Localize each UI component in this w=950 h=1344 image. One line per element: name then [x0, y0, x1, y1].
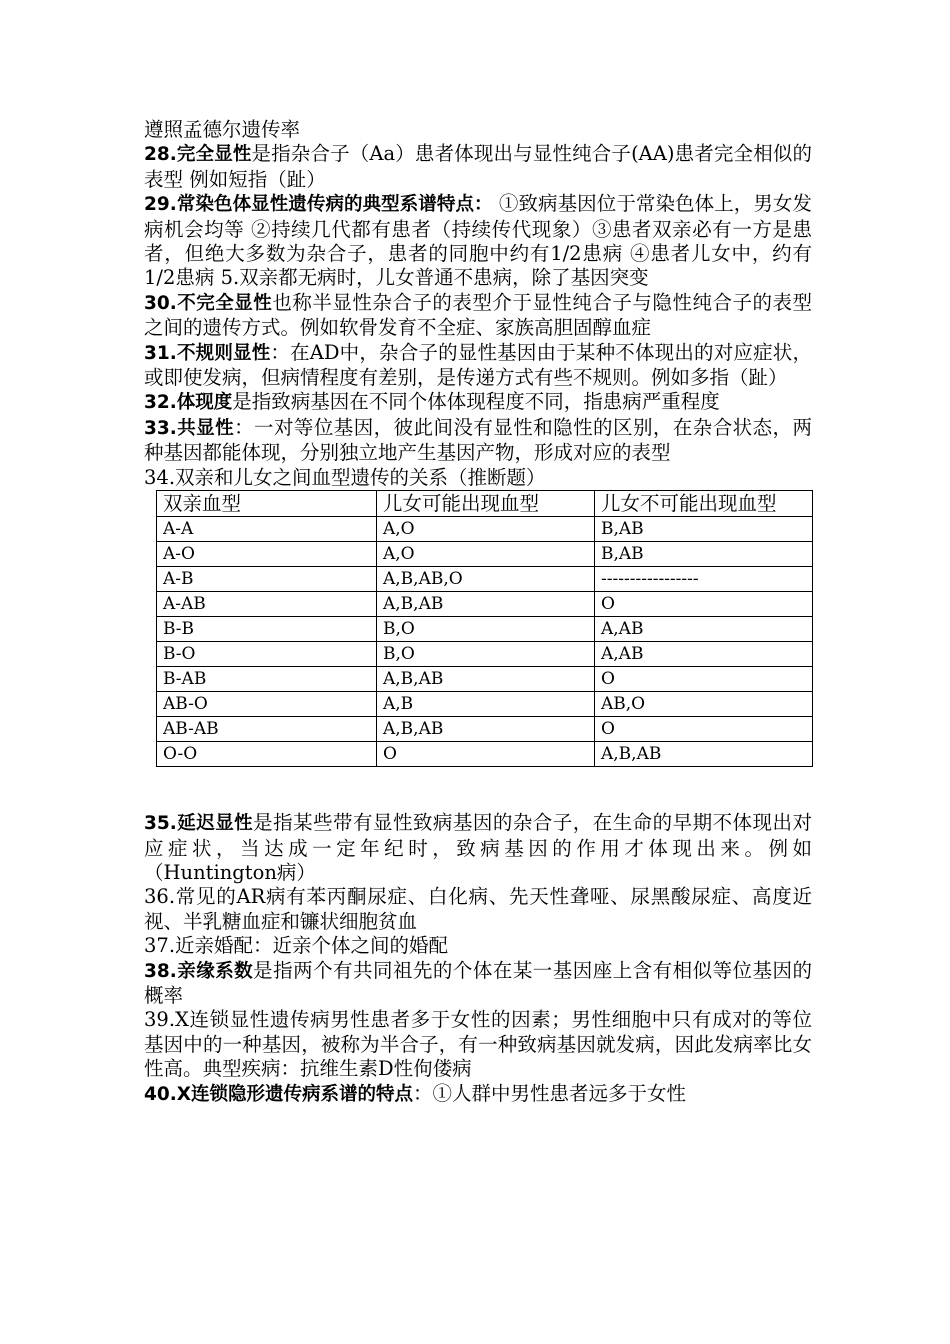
paragraphs-bottom — [144, 811, 812, 1107]
table-cell: A,O — [377, 517, 595, 542]
paragraph-31: 31.不规则显性：在AD中，杂合子的显性基因由于某种不体现出的对应症状，或即使发病，但病情程度有差别，是传递方式有些不规则。例如多指（趾） — [144, 340, 812, 390]
table-row — [157, 592, 813, 617]
table-cell: A-A — [157, 517, 377, 542]
term-ad-pedigree-features: 29.常染色体显性遗传病的典型系谱特点： — [144, 194, 493, 216]
table-cell: B-AB — [157, 667, 377, 692]
document-page — [144, 118, 812, 1107]
table-cell: AB,O — [595, 692, 813, 717]
table-row — [157, 542, 813, 567]
table-cell: A,B,AB — [377, 592, 595, 617]
table-row — [157, 642, 813, 667]
table-cell: A-AB — [157, 592, 377, 617]
term-xr-pedigree-features: 40.X连锁隐形遗传病系谱的特点 — [144, 1083, 414, 1105]
table-cell: A,B,AB — [377, 667, 595, 692]
paragraph-40: 40.X连锁隐形遗传病系谱的特点：①人群中男性患者远多于女性 — [144, 1081, 687, 1105]
term-delayed-dominance: 35.延迟显性 — [144, 813, 254, 835]
paragraph-37: 37.近亲婚配：近亲个体之间的婚配 — [144, 934, 449, 958]
table-cell: B,O — [377, 642, 595, 667]
table-row — [157, 692, 813, 717]
term-incomplete-dominance: 30.不完全显性 — [144, 292, 273, 314]
table-cell: O-O — [157, 742, 377, 767]
paragraph-38: 38.亲缘系数是指两个有共同祖先的个体在某一基因座上含有相似等位基因的概率 — [144, 958, 812, 1007]
table-cell: O — [595, 667, 813, 692]
table-cell: B-O — [157, 642, 377, 667]
table-row — [157, 517, 813, 542]
table-cell: AB-O — [157, 692, 377, 717]
table-cell: ----------------- — [595, 567, 813, 592]
table-cell: A,B,AB — [377, 717, 595, 742]
table-cell: A,B,AB,O — [377, 567, 595, 592]
paragraphs-top — [144, 118, 812, 490]
header-possible-child-types: 儿女可能出现血型 — [377, 491, 595, 517]
term-coefficient-of-relationship: 38.亲缘系数 — [144, 960, 254, 982]
table-cell: A,B,AB — [595, 742, 813, 767]
paragraph-33: 33.共显性：一对等位基因，彼此间没有显性和隐性的区别，在杂合状态，两种基因都能体现，分别独立地产生基因产物，形成对应的表型 — [144, 415, 812, 465]
table-cell: B,O — [377, 617, 595, 642]
table-cell: O — [595, 717, 813, 742]
paragraph-39: 39.X连锁显性遗传病男性患者多于女性的因素；男性细胞中只有成对的等位基因中的一种基因，被称为半合子，有一种致病基因就发病，因此发病率比女性高。典型疾病：抗维生素D性佝偻病 — [144, 1008, 812, 1081]
paragraph-27-tail: 遵照孟德尔遗传率 — [144, 118, 301, 141]
table-cell: AB-AB — [157, 717, 377, 742]
paragraph-36: 36.常见的AR病有苯丙酮尿症、白化病、先天性聋哑、尿黑酸尿症、高度近视、半乳糖血症和镰状细胞贫血 — [144, 885, 812, 933]
blood-type-table — [156, 490, 813, 767]
table-row — [157, 617, 813, 642]
table-cell: O — [377, 742, 595, 767]
paragraph-29: 29.常染色体显性遗传病的典型系谱特点： ①致病基因位于常染色体上，男女发病机会均等 ②持续几代都有患者（持续传代现象）③患者双亲必有一方是患者，但绝大多数为杂合子，患者的同胞中约有1/2患病 ④患者儿女中，约有1/2患病 5.双亲都无病时，儿女普通不患病，除了基因突变 — [144, 192, 812, 290]
paragraph-32: 32.体现度是指致病基因在不同个体体现程度不同，指患病严重程度 — [144, 390, 720, 414]
spacer — [144, 767, 812, 811]
blood-type-table-wrapper — [156, 490, 812, 767]
table-cell: B,AB — [595, 517, 813, 542]
table-header-row — [157, 491, 813, 517]
table-cell: A-O — [157, 542, 377, 567]
paragraph-35: 35.延迟显性是指某些带有显性致病基因的杂合子，在生命的早期不体现出对应症状，当达成一定年纪时，致病基因的作用才体现出来。例如（Huntington病） — [144, 811, 812, 884]
term-expressivity: 32.体现度 — [144, 392, 233, 414]
table-cell: B-B — [157, 617, 377, 642]
paragraph-34: 34.双亲和儿女之间血型遗传的关系（推断题） — [144, 465, 546, 489]
header-parent-blood-type: 双亲血型 — [157, 491, 377, 517]
table-row — [157, 567, 813, 592]
table-cell: O — [595, 592, 813, 617]
header-impossible-child-types: 儿女不可能出现血型 — [595, 491, 813, 517]
term-complete-dominance: 28.完全显性 — [144, 144, 252, 166]
table-cell: A,O — [377, 542, 595, 567]
term-irregular-dominance: 31.不规则显性 — [144, 342, 271, 364]
table-cell: A,B — [377, 692, 595, 717]
paragraph-30: 30.不完全显性也称半显性杂合子的表型介于显性纯合子与隐性纯合子的表型之间的遗传方式。例如软骨发育不全症、家族高胆固醇血症 — [144, 290, 812, 340]
table-row — [157, 667, 813, 692]
paragraph-28: 28.完全显性是指杂合子（Aa）患者体现出与显性纯合子(AA)患者完全相似的表型 例如短指（趾） — [144, 142, 812, 191]
table-cell: A,AB — [595, 617, 813, 642]
term-codominance: 33.共显性 — [144, 417, 235, 439]
table-cell: A-B — [157, 567, 377, 592]
table-cell: A,AB — [595, 642, 813, 667]
table-row — [157, 717, 813, 742]
table-cell: B,AB — [595, 542, 813, 567]
table-row — [157, 742, 813, 767]
